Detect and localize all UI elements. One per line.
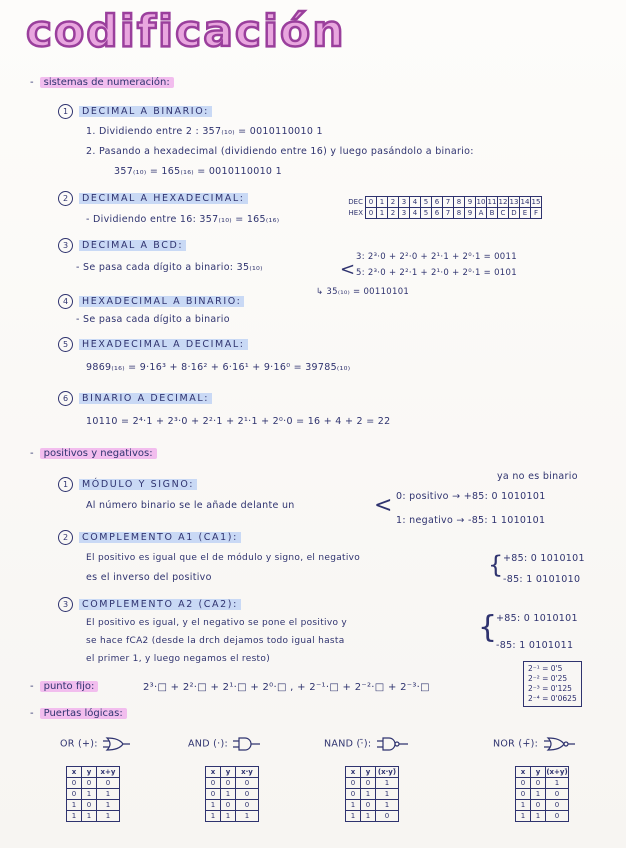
cell: 4: [410, 208, 421, 219]
table-row: [67, 800, 120, 811]
table-header: [206, 767, 259, 778]
hex-row: [343, 208, 542, 219]
cell: 0: [546, 800, 569, 811]
cell: 1: [206, 811, 221, 822]
text-line: 0: positivo → +85: 0 1010101: [396, 491, 546, 502]
text-line: - Dividiendo entre 16: 357₍₁₀₎ = 165₍₁₆₎: [86, 214, 280, 225]
text-line: es el inverso del positivo: [86, 572, 212, 583]
cell: 1: [221, 811, 236, 822]
subsection-label: BINARIO A DECIMAL:: [79, 393, 212, 404]
cell: 0: [366, 208, 377, 219]
number-badge: 3: [58, 238, 73, 253]
table-row: [206, 789, 259, 800]
cell: 0: [82, 778, 97, 789]
subsection-modulo-signo: [58, 477, 197, 492]
table-row: [206, 811, 259, 822]
text-line: 357₍₁₀₎ = 165₍₁₆₎ = 0010110010 1: [114, 166, 282, 177]
dec-hex-table: [343, 196, 542, 219]
text-line: El positivo es igual, y el negativo se pone el positivo y: [86, 618, 348, 628]
cell: 1: [346, 811, 361, 822]
number-badge: 1: [58, 477, 73, 492]
cell: 6: [432, 208, 443, 219]
text-line: -85: 1 0101011: [496, 640, 574, 651]
cell: 3: [399, 208, 410, 219]
text-line: 2. Pasando a hexadecimal (dividiendo entre 16) y luego pasándolo a binario:: [86, 146, 474, 157]
table-row: [206, 800, 259, 811]
cell: 1: [516, 800, 531, 811]
cell: 9: [465, 208, 476, 219]
gate-label: AND (·):: [188, 738, 228, 750]
cell: 8: [454, 208, 465, 219]
text-line: -85: 1 0101010: [503, 574, 581, 585]
text-line: +85: 0 1010101: [496, 613, 578, 624]
subsection-ca2: [58, 597, 241, 612]
cell: 1: [377, 197, 388, 208]
number-badge: 1: [58, 104, 73, 119]
brace-less-than: <: [340, 259, 356, 280]
cell: 1: [97, 789, 120, 800]
nor-gate-icon: [542, 737, 576, 751]
cell: 0: [206, 789, 221, 800]
and-gate-icon: [231, 737, 261, 751]
cell: 0: [221, 778, 236, 789]
cell: 1: [376, 778, 399, 789]
subsection-ca1: [58, 530, 241, 545]
cell: 0: [516, 789, 531, 800]
cell: 0: [376, 811, 399, 822]
cell: 1: [361, 811, 376, 822]
box-line: 2⁻³ = 0'125: [528, 684, 572, 693]
table-row: [516, 800, 569, 811]
power-table-box: [523, 661, 582, 707]
text-line: 5: 2³·0 + 2²·1 + 2¹·0 + 2⁰·1 = 0101: [356, 268, 517, 278]
subsection-hex-binario: [58, 294, 244, 309]
gate-nand: [324, 737, 409, 751]
cell: 5: [421, 208, 432, 219]
gate-and: [188, 737, 261, 751]
subsection-label: MÓDULO Y SIGNO:: [79, 479, 197, 490]
cell: 14: [520, 198, 530, 206]
cell: y: [221, 767, 236, 778]
table-row: [516, 789, 569, 800]
section-puertas-label: Puertas lógicas:: [40, 708, 127, 719]
truth-table-and: [205, 766, 259, 822]
cell: 0: [221, 800, 236, 811]
cell: B: [487, 208, 498, 219]
fixed-point-formula: 2³·□ + 2²·□ + 2¹·□ + 2⁰·□ , + 2⁻¹·□ + 2⁻²·□ + 2⁻³·□: [143, 682, 430, 693]
cell: 9: [465, 197, 476, 208]
text-line: - Se pasa cada dígito a binario: 35₍₁₀₎: [76, 262, 263, 273]
cell: 0: [206, 778, 221, 789]
cell: 0: [67, 789, 82, 800]
cell: 8: [454, 197, 465, 208]
cell: 0: [531, 800, 546, 811]
text-line: 3: 2³·0 + 2²·0 + 2¹·1 + 2⁰·1 = 0011: [356, 252, 517, 262]
subsection-decimal-bcd: [58, 238, 186, 253]
cell: 1: [206, 800, 221, 811]
subsection-label: COMPLEMENTO A2 (CA2):: [79, 599, 241, 610]
gate-label: NOR (+̄):: [493, 738, 539, 750]
cell: (x·y)̄: [376, 767, 399, 778]
table-row: [516, 778, 569, 789]
table-row: [346, 800, 399, 811]
table-row: [67, 778, 120, 789]
subsection-label: DECIMAL A BINARIO:: [79, 106, 212, 117]
cell: 1: [236, 811, 259, 822]
cell: C: [498, 208, 509, 219]
gate-or: [60, 737, 131, 751]
cell: (x+y)̄: [546, 768, 568, 776]
cell: 0: [531, 778, 546, 789]
cell: F: [531, 208, 542, 219]
cell: 15: [531, 198, 541, 206]
text-line: - Se pasa cada dígito a binario: [76, 314, 230, 325]
text-line: 1: negativo → -85: 1 1010101: [396, 515, 546, 526]
table-row: [206, 778, 259, 789]
subsection-label: DECIMAL A BCD:: [79, 240, 186, 251]
section-punto-fijo: - punto fijo:: [30, 681, 98, 692]
cell: A: [476, 208, 487, 219]
subsection-decimal-binario: [58, 104, 212, 119]
number-badge: 3: [58, 597, 73, 612]
cell: 1: [97, 800, 120, 811]
section-punto-fijo-label: punto fijo:: [40, 681, 99, 692]
text-line: +85: 0 1010101: [503, 553, 585, 564]
subsection-label: HEXADECIMAL A DECIMAL:: [79, 339, 248, 350]
cell: 1: [82, 789, 97, 800]
subsection-decimal-hex: [58, 191, 248, 206]
cell: 0: [361, 778, 376, 789]
cell: x: [516, 767, 531, 778]
text-line: 9869₍₁₆₎ = 9·16³ + 8·16² + 6·16¹ + 9·16⁰ = 39785₍₁₀₎: [86, 362, 351, 373]
cell: 0: [236, 800, 259, 811]
cell: 2: [388, 208, 399, 219]
text-line: Al número binario se le añade delante un: [86, 500, 295, 511]
cell: 0: [67, 778, 82, 789]
table-header: [346, 767, 399, 778]
dec-label: DEC: [348, 198, 363, 206]
cell: 5: [421, 197, 432, 208]
box-line: 2⁻² = 0'25: [528, 674, 568, 683]
cell: 1: [531, 789, 546, 800]
brace-less-than: <: [374, 493, 393, 518]
cell: x: [67, 767, 82, 778]
dec-row: [343, 197, 542, 208]
cell: 1: [97, 811, 120, 822]
cell: 7: [443, 197, 454, 208]
brace: {: [488, 551, 504, 579]
text-note: ya no es binario: [497, 471, 578, 482]
text-line: 1. Dividiendo entre 2 : 357₍₁₀₎ = 0010110010 1: [86, 126, 323, 137]
cell: 0: [236, 789, 259, 800]
box-line: 2⁻¹ = 0'5: [528, 664, 563, 673]
cell: 3: [399, 197, 410, 208]
text-line: El positivo es igual que el de módulo y signo, el negativo: [86, 553, 361, 563]
cell: 1: [376, 800, 399, 811]
cell: y: [82, 767, 97, 778]
nand-gate-icon: [375, 737, 409, 751]
section-positivos: - positivos y negativos:: [30, 448, 157, 459]
cell: 0: [366, 197, 377, 208]
subsection-binario-decimal: [58, 391, 212, 406]
number-badge: 6: [58, 391, 73, 406]
cell: y: [361, 767, 376, 778]
subsection-label: DECIMAL A HEXADECIMAL:: [79, 193, 248, 204]
cell: 1: [531, 811, 546, 822]
cell: 1: [516, 811, 531, 822]
cell: 12: [498, 198, 508, 206]
subsection-label: HEXADECIMAL A BINARIO:: [79, 296, 244, 307]
section-positivos-label: positivos y negativos:: [40, 448, 157, 459]
hex-label: HEX: [348, 209, 363, 217]
cell: 1: [376, 789, 399, 800]
cell: 0: [346, 789, 361, 800]
subsection-hex-decimal: [58, 337, 248, 352]
subsection-label: COMPLEMENTO A1 (CA1):: [79, 532, 241, 543]
cell: y: [531, 767, 546, 778]
cell: 0: [82, 800, 97, 811]
cell: 0: [361, 800, 376, 811]
cell: E: [520, 208, 531, 219]
section-numeracion-label: sistemas de numeración:: [40, 77, 174, 88]
cell: x: [206, 767, 221, 778]
cell: 10: [476, 198, 486, 206]
gate-label: NAND (·̄):: [324, 738, 372, 750]
number-badge: 2: [58, 530, 73, 545]
or-gate-icon: [101, 737, 131, 751]
cell: x+y: [97, 767, 120, 778]
section-numeracion: - sistemas de numeración:: [30, 77, 174, 88]
text-line: 10110 = 2⁴·1 + 2³·0 + 2²·1 + 2¹·1 + 2⁰·0 = 16 + 4 + 2 = 22: [86, 416, 391, 427]
cell: 2: [388, 197, 399, 208]
cell: 1: [67, 811, 82, 822]
section-puertas: - Puertas lógicas:: [30, 708, 127, 719]
table-header: [67, 767, 120, 778]
text-line: el primer 1, y luego negamos el resto): [86, 654, 270, 664]
cell: 0: [546, 789, 569, 800]
table-row: [67, 789, 120, 800]
gate-label: OR (+):: [60, 738, 98, 750]
cell: 13: [509, 198, 519, 206]
cell: x: [346, 767, 361, 778]
cell: 1: [67, 800, 82, 811]
number-badge: 4: [58, 294, 73, 309]
gate-nor: [493, 737, 576, 751]
cell: 1: [377, 208, 388, 219]
table-row: [346, 778, 399, 789]
cell: 7: [443, 208, 454, 219]
cell: 11: [487, 198, 497, 206]
truth-table-nor: [515, 766, 569, 822]
cell: 1: [82, 811, 97, 822]
cell: 6: [432, 197, 443, 208]
cell: D: [509, 208, 520, 219]
cell: 1: [346, 800, 361, 811]
cell: 0: [546, 811, 569, 822]
text-line: se hace fCA2 (desde la drch dejamos todo igual hasta: [86, 636, 345, 646]
cell: 1: [546, 778, 569, 789]
cell: 1: [221, 789, 236, 800]
cell: 0: [346, 778, 361, 789]
cell: 0: [97, 778, 120, 789]
truth-table-nand: [345, 766, 399, 822]
table-row: [516, 811, 569, 822]
cell: 1: [361, 789, 376, 800]
cell: 4: [410, 197, 421, 208]
table-row: [346, 811, 399, 822]
truth-table-or: [66, 766, 120, 822]
table-row: [67, 811, 120, 822]
number-badge: 2: [58, 191, 73, 206]
cell: 0: [236, 778, 259, 789]
brace: {: [478, 610, 498, 645]
text-line: ↳ 35₍₁₀₎ = 00110101: [316, 287, 410, 297]
cell: x·y: [236, 767, 259, 778]
page-title: codificación: [26, 6, 346, 57]
box-line: 2⁻⁴ = 0'0625: [528, 694, 577, 703]
cell: 0: [516, 778, 531, 789]
number-badge: 5: [58, 337, 73, 352]
table-header: [516, 767, 569, 778]
table-row: [346, 789, 399, 800]
